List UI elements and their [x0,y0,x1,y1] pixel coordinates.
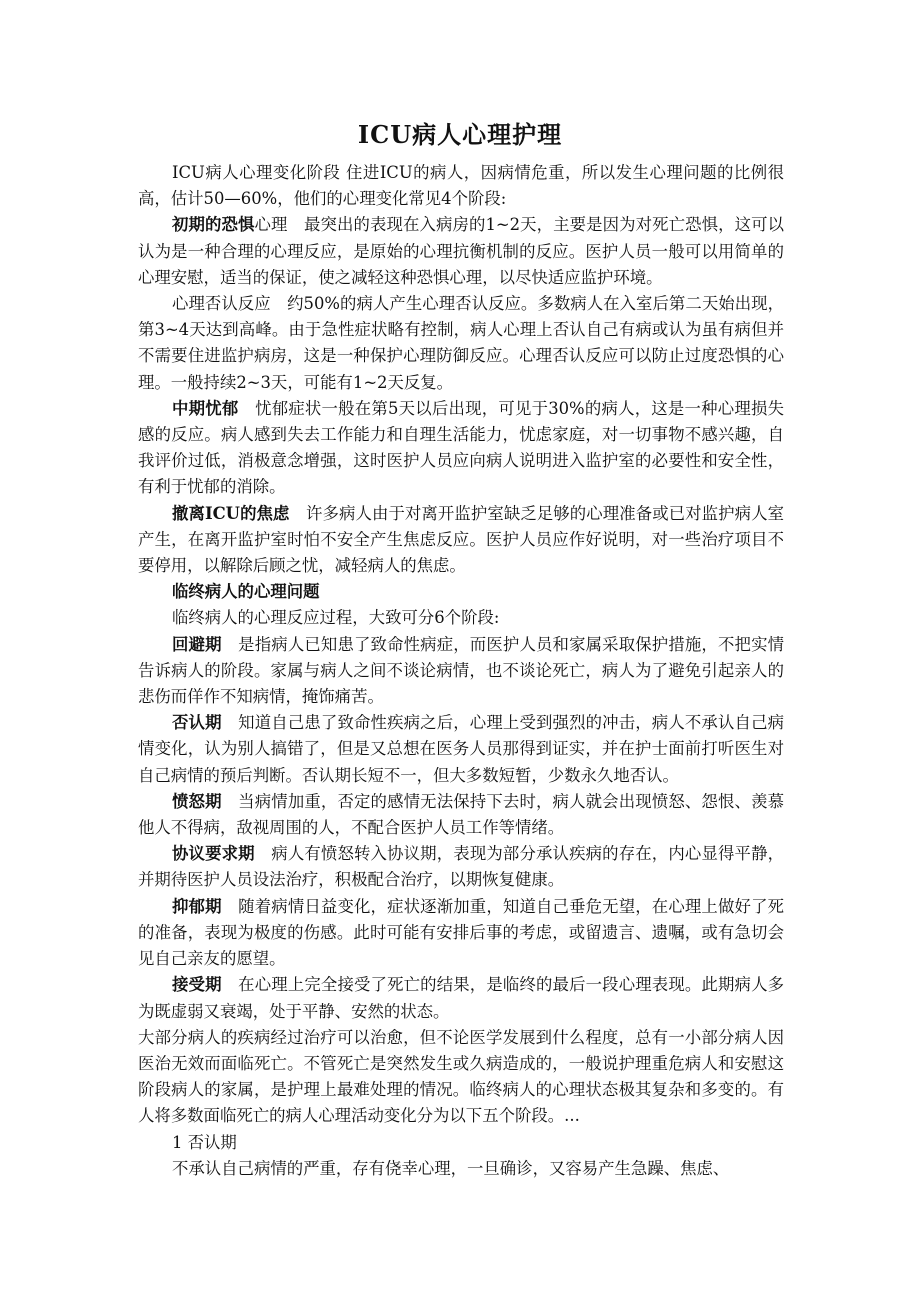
paragraph-text: 当病情加重，否定的感情无法保持下去时，病人就会出现愤怒、怨恨、羡慕他人不得病，敌视周围的人，不配合医护人员工作等情绪。 [138,791,785,838]
paragraph-text: 心理否认反应 约50%的病人产生心理否认反应。多数病人在入室后第二天始出现，第3~4天达到高峰。由于急性症状略有控制，病人心理上否认自己有病或认为虽有病但并不需要住进监护病房，这是一种保护心理防御反应。心理否认反应可以防止过度恐惧的心理。一般持续2~3天，可能有1~2天反复。 [138,294,784,392]
paragraph-terminal-heading [138,579,784,605]
paragraph-text: 病人有愤怒转入协议期，表现为部分承认疾病的存在，内心显得平静，并期待医护人员设法治疗，积极配合治疗，以期恢复健康。 [138,844,785,890]
paragraph-depression [138,894,784,973]
paragraph-anger [138,789,784,841]
paragraph-bargaining [138,841,784,893]
document-title: ICU病人心理护理 [357,120,563,149]
section-heading: 抑郁期 [172,896,222,916]
paragraph-acceptance [138,972,784,1024]
paragraph-text: 随着病情日益变化，症状逐渐加重，知道自己垂危无望，在心理上做好了死的准备，表现为极度的伤感。此时可能有安排后事的考虑，或留遗言、遗嘱，或有急切会见自己亲友的愿望。 [138,896,785,969]
paragraph-text: 1 否认期 [172,1132,237,1152]
section-heading: 撤离ICU的焦虑 [172,503,290,523]
paragraph-summary [138,1025,784,1130]
paragraph-text: 许多病人由于对离开监护室缺乏足够的心理准备或已对监护病人室产生，在离开监护室时怕不安全产生焦虑反应。医护人员应作好说明，对一些治疗项目不要停用，以解除后顾之忧，减轻病人的焦虑。 [138,503,784,576]
section-heading: 愤怒期 [172,791,222,811]
paragraph-terminal-intro [138,605,784,631]
paragraph-text: 心理 最突出的表现在入病房的1~2天，主要是因为对死亡恐惧，这可以认为是一种合理的心理反应，是原始的心理抗衡机制的反应。医护人员一般可以用简单的心理安慰，适当的保证，使之减轻这种恐惧心理，以尽快适应监护环境。 [138,215,785,287]
paragraph-text: 在心理上完全接受了死亡的结果，是临终的最后一段心理表现。此期病人多为既虚弱又衰竭，处于平静、安然的状态。 [138,975,785,1021]
section-heading: 中期忧郁 [172,398,239,418]
paragraph-continued [138,1156,784,1182]
section-heading: 初期的恐惧 [172,215,255,235]
section-heading: 回避期 [172,634,222,654]
paragraph-text: 大部分病人的疾病经过治疗可以治愈，但不论医学发展到什么程度，总有一小部分病人因医治无效而面临死亡。不管死亡是突然发生或久病造成的，一般说护理重危病人和安慰这阶段病人的家属，是护理上最难处理的情况。临终病人的心理状态极其复杂和多变的。有人将多数面临死亡的病人心理活动变化分为以下五个阶段。... [138,1027,784,1126]
paragraph-text: 是指病人已知患了致命性病症，而医护人员和家属采取保护措施，不把实情告诉病人的阶段。家属与病人之间不谈论病情，也不谈论死亡，病人为了避免引起亲人的悲伤而佯作不知病情，掩饰痛苦。 [138,634,785,707]
paragraph-early-fear [138,212,784,291]
paragraph-intro [138,160,784,212]
paragraph-text: 不承认自己病情的严重，存有侥幸心理，一旦确诊，又容易产生急躁、焦虑、 [172,1158,730,1178]
section-heading: 否认期 [172,713,222,733]
paragraph-list-item [138,1130,784,1156]
section-heading: 临终病人的心理问题 [172,582,320,602]
paragraph-text: ICU病人心理变化阶段 住进ICU的病人，因病情危重，所以发生心理问题的比例很高，估计50—60%，他们的心理变化常见4个阶段: [138,163,784,209]
paragraph-text: 忧郁症状一般在第5天以后出现，可见于30%的病人，这是一种心理损失感的反应。病人感到失去工作能力和自理生活能力，忧虑家庭，对一切事物不感兴趣，自我评价过低，消极意念增强，这时医护人员应向病人说明进入监护室的必要性和安全性，有利于忧郁的消除。 [138,398,785,497]
paragraph-text: 知道自己患了致命性疾病之后，心理上受到强烈的冲击，病人不承认自己病情变化，认为别人搞错了，但是又总想在医务人员那得到证实，并在护士面前打听医生对自己病情的预后判断。否认期长短不一，但大多数短暂，少数永久地否认。 [138,713,785,785]
paragraph-text: 临终病人的心理反应过程，大致可分6个阶段: [172,608,500,628]
paragraph-denial-reaction [138,291,784,396]
paragraph-leaving-icu-anxiety [138,501,784,580]
section-heading: 协议要求期 [172,844,255,864]
paragraph-denial-stage [138,710,784,789]
paragraph-avoidance [138,632,784,711]
paragraph-mid-depression [138,396,784,501]
document-body [138,160,784,1182]
section-heading: 接受期 [172,975,222,995]
